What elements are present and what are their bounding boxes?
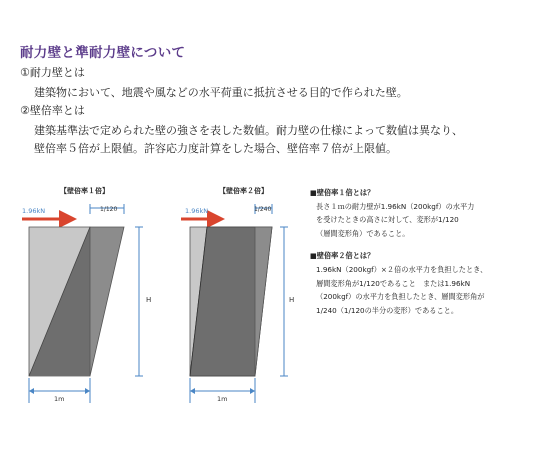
- width-label: 1m: [217, 395, 228, 403]
- width-label: 1m: [54, 395, 65, 403]
- heading-load-bearing-wall: ①耐力壁とは: [20, 66, 85, 79]
- heading-wall-magnification: ②壁倍率とは: [20, 104, 85, 117]
- definition-load-bearing-wall: 建築物において、地震や風などの水平荷重に抵抗させる目的で作られた壁。: [34, 86, 408, 99]
- diagram2-caption: 【壁倍率２倍】: [219, 187, 268, 195]
- definition-wall-magnification-2: 壁倍率５倍が上限値。許容応力度計算をした場合、壁倍率７倍が上限値。: [34, 142, 397, 155]
- definition-wall-magnification-1: 建築基準法で定められた壁の強さを表した数値。耐力壁の仕様によって数値は異なり、: [34, 124, 463, 137]
- note2-line3: （200kgf）の水平力を負担したとき、層間変形角が: [316, 292, 485, 302]
- note2-heading: ■壁倍率２倍とは？: [310, 251, 375, 261]
- diagram1-caption: 【壁倍率１倍】: [60, 187, 109, 195]
- diagram2-wall-deformation: [177, 198, 317, 413]
- note2-line4: 1/240（1/120の半分の変形）であること。: [316, 305, 459, 315]
- angle-label: 1/240: [254, 206, 272, 213]
- note2-line1: 1.96kN（200kgf）×２倍の水平力を負担したとき、: [316, 264, 488, 274]
- height-label: H: [146, 296, 152, 304]
- height-label: H: [289, 296, 295, 304]
- angle-label: 1/120: [100, 206, 118, 213]
- note1-line2: を受けたときの高さに対して、変形が1/120: [316, 215, 459, 225]
- page-title: 耐力壁と準耐力壁について: [20, 45, 186, 61]
- force-label: 1.96kN: [185, 207, 209, 215]
- diagram1-wall-deformation: [18, 198, 168, 413]
- force-label: 1.96kN: [22, 207, 46, 215]
- notes-panel: [310, 186, 487, 317]
- note1-line3: （層間変形角）であること。: [316, 228, 410, 238]
- note1-heading: ■壁倍率１倍とは？: [310, 188, 375, 197]
- note1-line1: 長さ１ｍの耐力壁が1.96kN（200kgf）の水平力: [316, 201, 475, 211]
- note2-line2: 層間変形角が1/120であること または1.96kN: [316, 278, 471, 288]
